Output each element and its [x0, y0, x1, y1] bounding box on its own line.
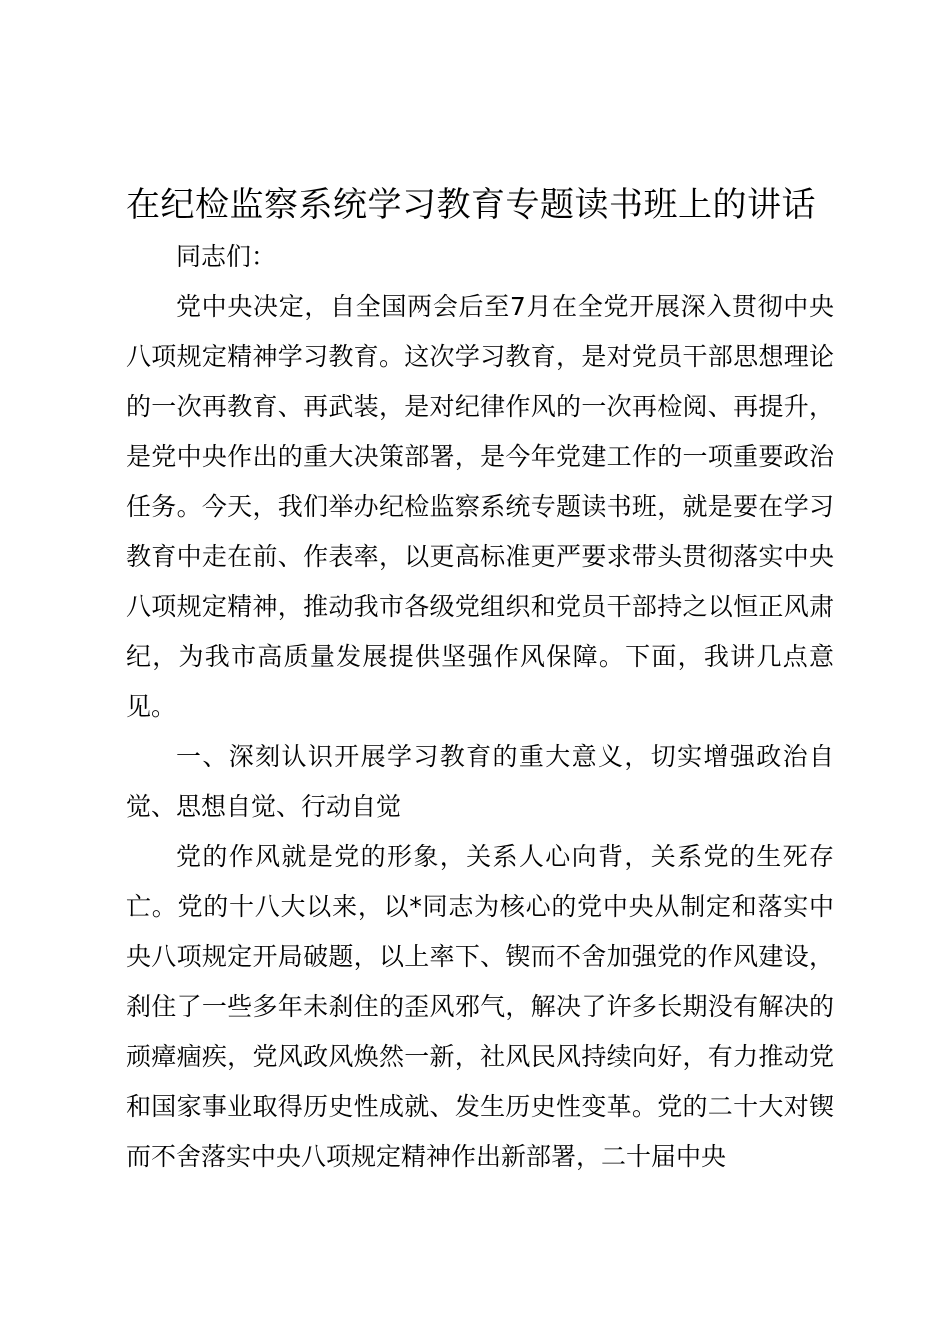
- body-paragraph: 党的作风就是党的形象，关系人心向背，关系党的生死存亡。党的十八大以来，以*同志为核心的党中央从制定和落实中央八项规定开局破题，以上率下、锲而不舍加强党的作风建设，刹住了一些多年未刹住的歪风邪气，解决了许多长期没有解决的顽瘴痼疾，党风政风焕然一新，社风民风持续向好，有力推动党和国家事业取得历史性成就、发生历史性变革。党的二十大对锲而不舍落实中央八项规定精神作出新部署，二十届中央: [126, 842, 834, 1171]
- salutation-paragraph: 同志们：: [176, 242, 277, 271]
- section-heading: 一、深刻认识开展学习教育的重大意义，切实增强政治自觉、思想自觉、行动自觉: [126, 742, 834, 821]
- document-title: 在纪检监察系统学习教育专题读书班上的讲话: [126, 185, 816, 225]
- body-paragraph: 党中央决定，自全国两会后至7月在全党开展深入贯彻中央八项规定精神学习教育。这次学习教育，是对党员干部思想理论的一次再教育、再武装，是对纪律作风的一次再检阅、再提升，是党中央作出的重大决策部署，是今年党建工作的一项重要政治任务。今天，我们举办纪检监察系统专题读书班，就是要在学习教育中走在前、作表率，以更高标准更严要求带头贯彻落实中央八项规定精神，推动我市各级党组织和党员干部持之以恒正风肃纪，为我市高质量发展提供坚强作风保障。下面，我讲几点意见。: [126, 292, 834, 721]
- document-body: [126, 232, 834, 1182]
